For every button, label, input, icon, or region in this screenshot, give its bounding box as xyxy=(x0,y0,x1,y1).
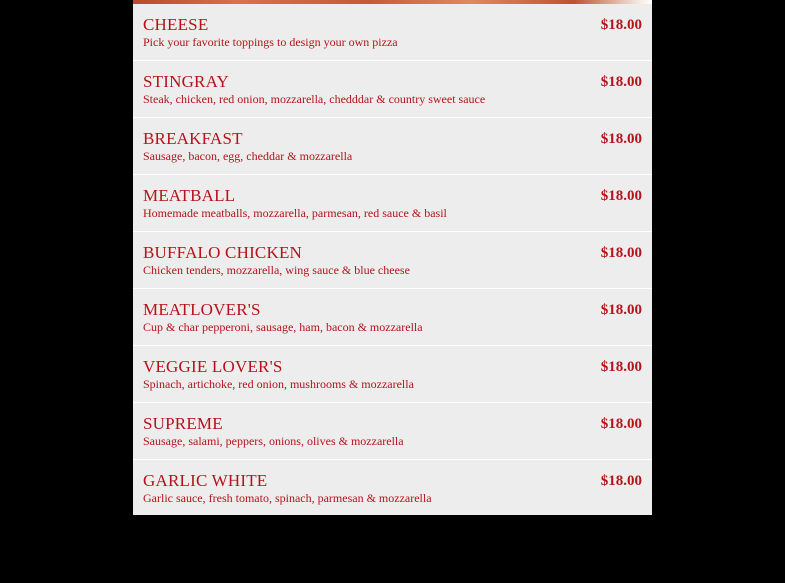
menu-item-supreme xyxy=(133,403,652,460)
item-price: $18.00 xyxy=(600,17,642,33)
item-name: MEATLOVER'S xyxy=(143,300,261,319)
item-description: Steak, chicken, red onion, mozzarella, chedddar & country sweet sauce xyxy=(143,92,486,106)
item-price: $18.00 xyxy=(600,245,642,261)
item-price: $18.00 xyxy=(600,131,642,147)
item-name: STINGRAY xyxy=(143,72,229,91)
menu-item-meatlovers xyxy=(133,289,652,346)
menu-item-buffalo-chicken xyxy=(133,232,652,289)
item-name: BREAKFAST xyxy=(143,129,243,148)
item-price: $18.00 xyxy=(600,416,642,432)
menu-item-breakfast xyxy=(133,118,652,175)
item-name: GARLIC WHITE xyxy=(143,471,268,490)
item-description: Garlic sauce, fresh tomato, spinach, parmesan & mozzarella xyxy=(143,491,432,505)
item-description: Cup & char pepperoni, sausage, ham, bacon & mozzarella xyxy=(143,320,423,334)
item-price: $18.00 xyxy=(600,359,642,375)
menu-item-stingray xyxy=(133,61,652,118)
menu-list xyxy=(133,4,652,516)
item-price: $18.00 xyxy=(600,302,642,318)
item-name: BUFFALO CHICKEN xyxy=(143,243,303,262)
item-name: CHEESE xyxy=(143,15,209,34)
item-description: Homemade meatballs, mozzarella, parmesan, red sauce & basil xyxy=(143,206,447,220)
item-description: Pick your favorite toppings to design your own pizza xyxy=(143,35,398,49)
menu-item-garlic-white xyxy=(133,460,652,516)
menu-item-cheese xyxy=(133,4,652,61)
item-price: $18.00 xyxy=(600,188,642,204)
item-description: Chicken tenders, mozzarella, wing sauce & blue cheese xyxy=(143,263,410,277)
item-name: VEGGIE LOVER'S xyxy=(143,357,283,376)
item-name: SUPREME xyxy=(143,414,223,433)
item-description: Sausage, salami, peppers, onions, olives & mozzarella xyxy=(143,434,404,448)
item-price: $18.00 xyxy=(600,74,642,90)
item-description: Spinach, artichoke, red onion, mushrooms & mozzarella xyxy=(143,377,414,391)
item-description: Sausage, bacon, egg, cheddar & mozzarella xyxy=(143,149,353,163)
item-price: $18.00 xyxy=(600,473,642,489)
menu-item-meatball xyxy=(133,175,652,232)
pizza-menu-card xyxy=(133,0,652,515)
item-name: MEATBALL xyxy=(143,186,236,205)
menu-item-veggie-lovers xyxy=(133,346,652,403)
